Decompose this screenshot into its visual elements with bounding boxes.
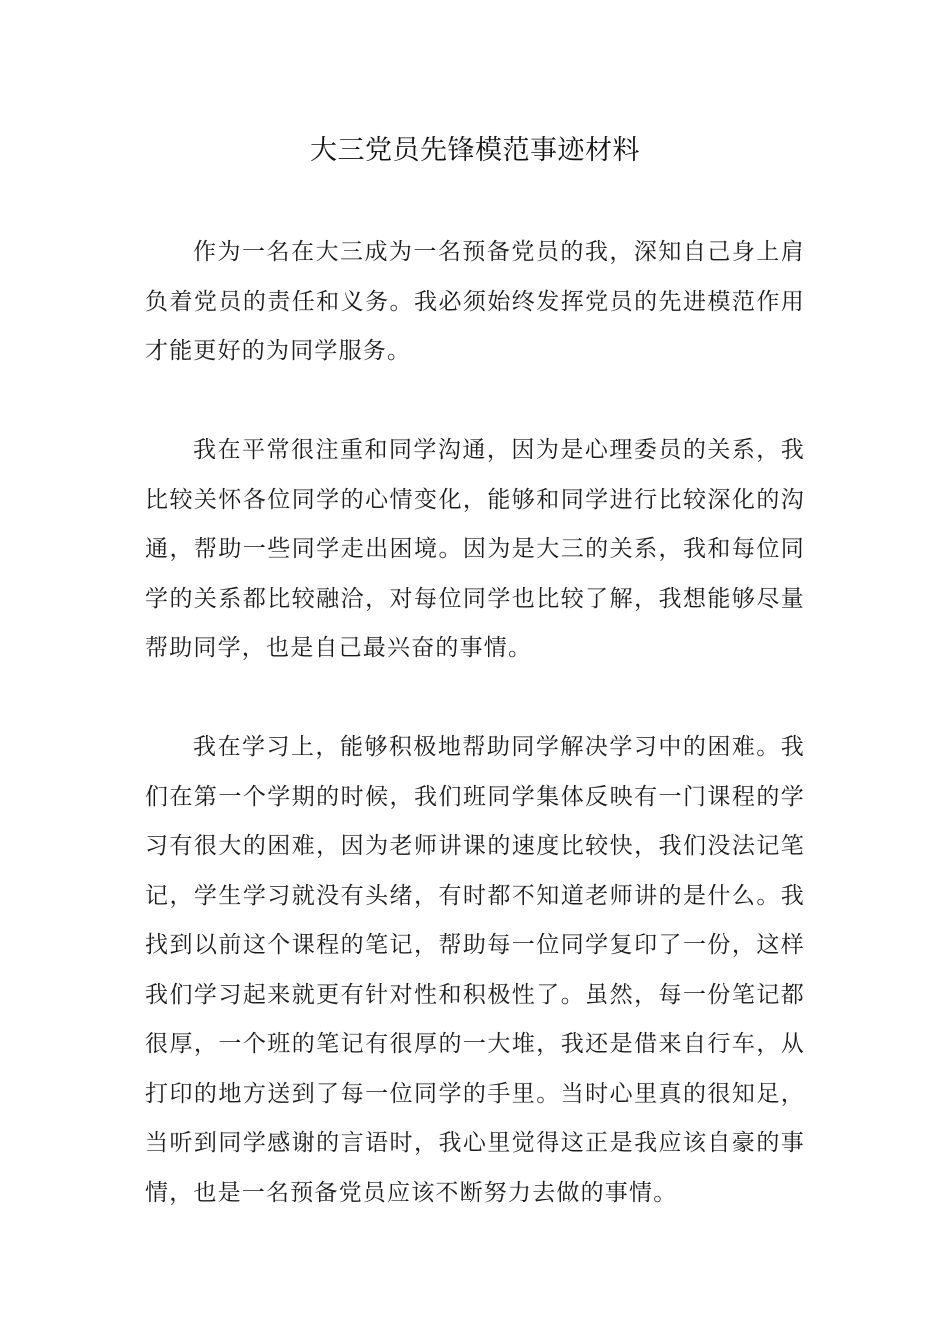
paragraph-2: 我在平常很注重和同学沟通，因为是心理委员的关系，我比较关怀各位同学的心情变化，能够和同学进行比较深化的沟通，帮助一些同学走出困境。因为是大三的关系，我和每位同学的关系都比较融洽，对每位同学也比较了解，我想能够尽量帮助同学，也是自己最兴奋的事情。 — [145, 437, 805, 661]
paragraph-1: 作为一名在大三成为一名预备党员的我，深知自己身上肩负着党员的责任和义务。我必须始终发挥党员的先进模范作用才能更好的为同学服务。 — [145, 239, 805, 364]
paragraph-3: 我在学习上，能够积极地帮助同学解决学习中的困难。我们在第一个学期的时候，我们班同学集体反映有一门课程的学习有很大的困难，因为老师讲课的速度比较快，我们没法记笔记，学生学习就没有头绪，有时都不知道老师讲的是什么。我找到以前这个课程的笔记，帮助每一位同学复印了一份，这样我们学习起来就更有针对性和积极性了。虽然，每一份笔记都很厚，一个班的笔记有很厚的一大堆，我还是借来自行车，从打印的地方送到了每一位同学的手里。当时心里真的很知足，当听到同学感谢的言语时，我心里觉得这正是我应该自豪的事情，也是一名预备党员应该不断努力去做的事情。 — [145, 734, 805, 1206]
document-title: 大三党员先锋模范事迹材料 — [310, 135, 640, 166]
